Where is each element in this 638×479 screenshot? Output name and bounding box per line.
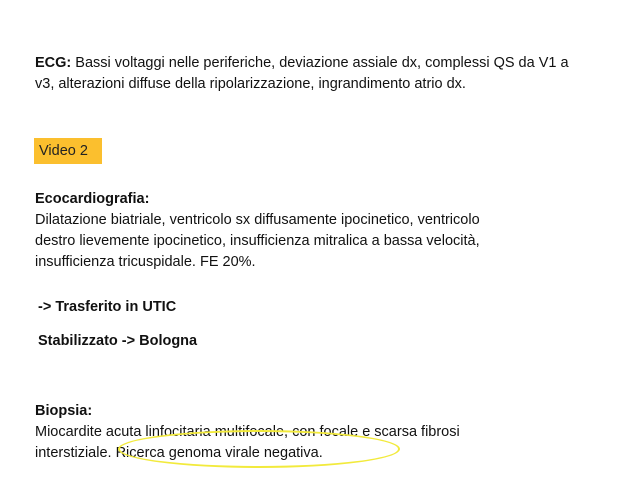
biopsia-label: Biopsia: bbox=[35, 403, 93, 419]
stabilizzato-note: Stabilizzato -> Bologna bbox=[38, 333, 198, 349]
ecocardiografia-line-3: insufficienza tricuspidale. FE 20%. bbox=[35, 254, 256, 270]
biopsia-line-2: interstiziale. Ricerca genoma virale negativa. bbox=[35, 445, 323, 461]
biopsia-section bbox=[35, 401, 625, 464]
ecocardiografia-line-2: destro lievemente ipocinetico, insufficienza mitralica a bassa velocità, bbox=[35, 233, 480, 249]
ecocardiografia-label: Ecocardiografia: bbox=[35, 191, 150, 207]
ecg-text-2: v3, alterazioni diffuse della ripolarizzazione, ingrandimento atrio dx. bbox=[35, 76, 466, 92]
video-tag[interactable]: Video 2 bbox=[34, 138, 102, 164]
ecg-text-1: Bassi voltaggi nelle periferiche, deviazione assiale dx, complessi QS da V1 a bbox=[71, 55, 569, 71]
ecocardiografia-line-1: Dilatazione biatriale, ventricolo sx diffusamente ipocinetico, ventricolo bbox=[35, 212, 480, 228]
biopsia-line-1: Miocardite acuta linfocitaria multifocale, con focale e scarsa fibrosi bbox=[35, 424, 460, 440]
trasferito-note: -> Trasferito in UTIC bbox=[38, 299, 177, 315]
ecg-line-1 bbox=[35, 53, 625, 74]
ecocardiografia-section bbox=[35, 189, 625, 273]
ecg-label: ECG: bbox=[35, 55, 72, 71]
ecg-section bbox=[35, 53, 625, 95]
